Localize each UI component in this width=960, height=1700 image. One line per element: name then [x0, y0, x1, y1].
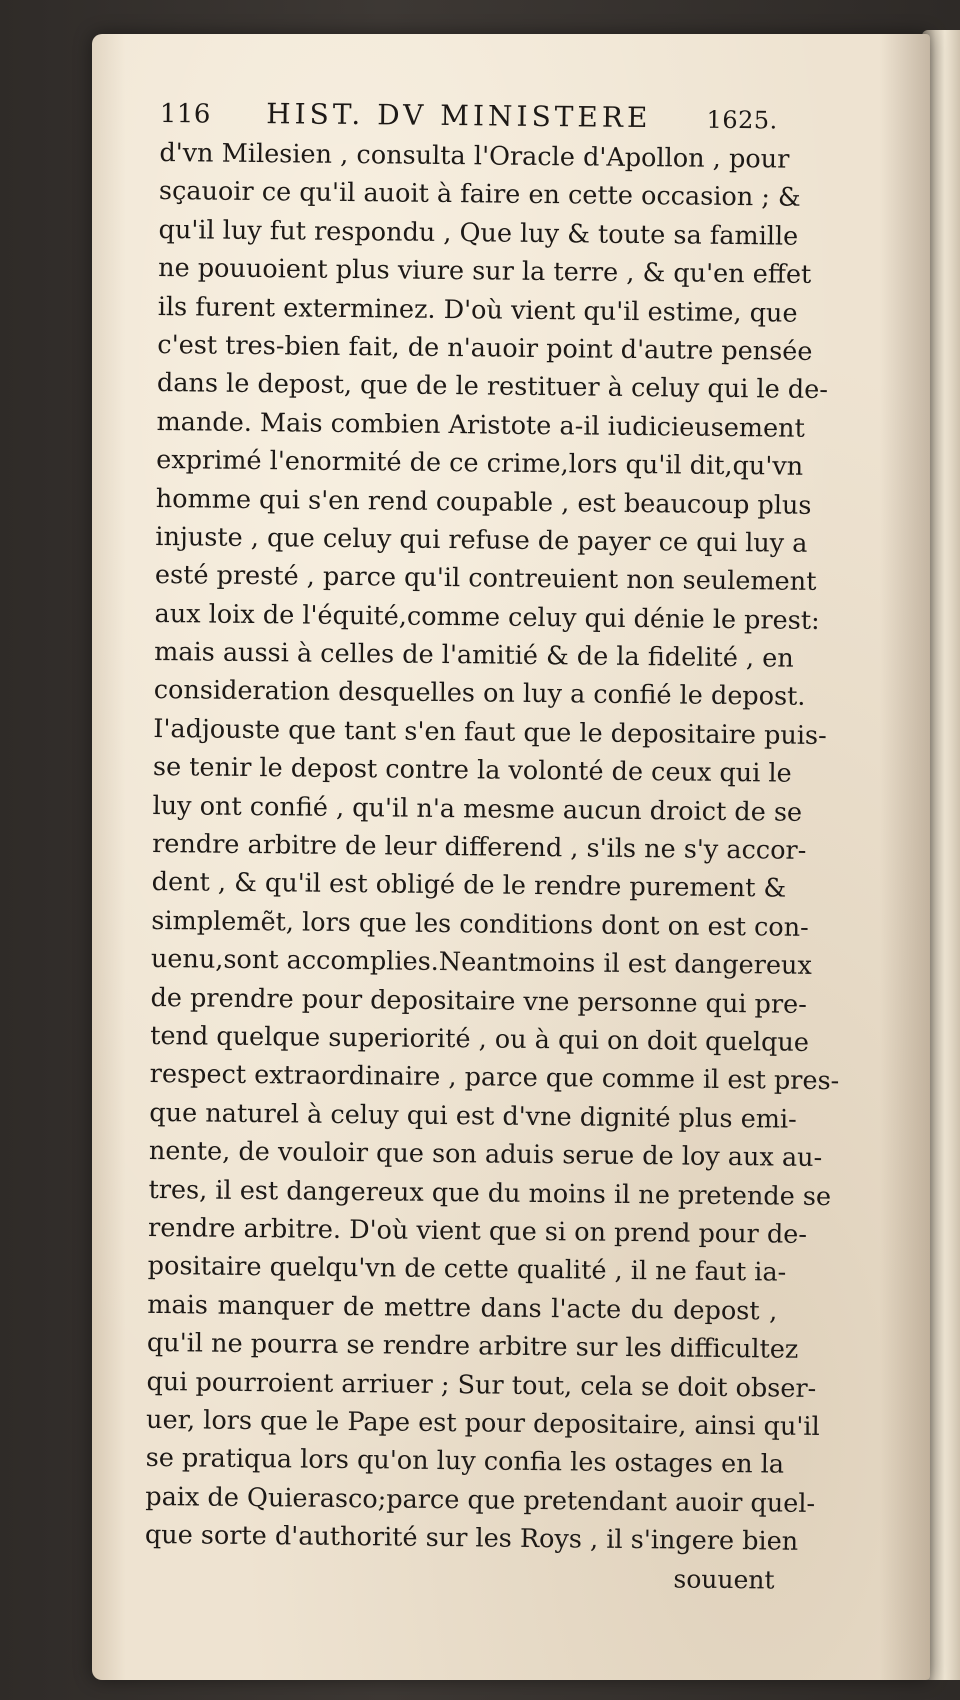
text-line: de prendre pour depositaire vne personne qui pre-: [150, 982, 808, 1020]
text-line: I'adjouste que tant s'en faut que le depositaire puis-: [153, 713, 827, 751]
text-line: mais aussi à celles de l'amitié & de la fidelité , en: [154, 637, 794, 674]
text-line: uer, lors que le Pape est pour depositaire, ainsi qu'il: [145, 1404, 820, 1442]
text-line: homme qui s'en rend coupable , est beaucoup plus: [155, 483, 812, 521]
text-line: ils furent exterminez. D'où vient qu'il estime, que: [157, 291, 798, 329]
text-line: nente, de vouloir que son aduis serue de loy aux au-: [148, 1136, 823, 1174]
body-text: [145, 134, 890, 1562]
text-line: qu'il luy fut respondu , Que luy & toute sa famille: [158, 214, 799, 252]
text-line: tend quelque superiorité , ou à qui on doit quelque: [149, 1020, 810, 1058]
text-line: dans le depost, que de le restituer à celuy qui le de-: [156, 368, 829, 406]
text-line: respect extraordinaire , parce que comme il est pres-: [149, 1059, 840, 1097]
text-line: mande. Mais combien Aristote a-il iudicieusement: [156, 406, 805, 444]
catchword: souuent: [673, 1564, 775, 1595]
text-line: simplemẽt, lors que les conditions dont on est con-: [151, 905, 809, 943]
text-line: ne pouuoient plus viure sur la terre , & qu'en effet: [158, 253, 812, 291]
text-line: qu'il ne pourra se rendre arbitre sur les difficultez: [146, 1328, 799, 1365]
text-line: se tenir le depost contre la volonté de ceux qui le: [152, 752, 792, 789]
text-line: uenu,sont accomplies.Neantmoins il est dangereux: [150, 944, 812, 982]
text-line: sçauoir ce qu'il auoit à faire en cette occasion ; &: [158, 176, 801, 214]
text-line: dent , & qu'il est obligé de le rendre purement &: [151, 867, 787, 905]
text-line: que naturel à celuy qui est d'vne dignité plus emi-: [149, 1097, 797, 1135]
text-line: luy ont confié , qu'il n'a mesme aucun droict de se: [152, 790, 803, 828]
text-line: aux loix de l'équité,comme celuy qui dénie le prest:: [154, 598, 820, 636]
running-head: [48, 95, 778, 141]
text-line: mais manquer de mettre dans l'acte du depost ,: [147, 1289, 778, 1327]
text-line: que sorte d'authorité sur les Roys , il s'ingere bien: [144, 1519, 799, 1557]
text-line: qui pourroient arriuer ; Sur tout, cela se doit obser-: [146, 1366, 817, 1404]
page-number: 116: [159, 98, 212, 130]
text-line: injuste , que celuy qui refuse de payer ce qui luy a: [155, 521, 808, 559]
text-line: esté presté , parce qu'il contreuient non seulement: [154, 560, 817, 598]
text-line: d'vn Milesien , consulta l'Oracle d'Apollon , pour: [159, 137, 790, 175]
text-line: tres, il est dangereux que du moins il ne pretende se: [148, 1174, 832, 1212]
running-head-title: HIST. DV MINISTERE: [265, 97, 652, 135]
running-head-year: 1625.: [706, 105, 778, 135]
text-line: se pratiqua lors qu'on luy confia les ostages en la: [145, 1443, 785, 1480]
text-line: rendre arbitre. D'où vient que si on prend pour de-: [147, 1212, 808, 1250]
text-line: consideration desquelles on luy a confié le depost.: [153, 675, 806, 713]
text-line: rendre arbitre de leur differend , s'ils ne s'y accor-: [152, 828, 807, 866]
page-text-block: [144, 96, 890, 1602]
text-line: positaire quelqu'vn de cette qualité , il ne faut ia-: [147, 1251, 787, 1288]
text-line: exprimé l'enormité de ce crime,lors qu'il dit,qu'vn: [156, 445, 804, 482]
text-line: c'est tres-bien fait, de n'auoir point d'autre pensée: [157, 329, 813, 367]
text-line: paix de Quierasco;parce que pretendant auoir quel-: [145, 1481, 816, 1519]
